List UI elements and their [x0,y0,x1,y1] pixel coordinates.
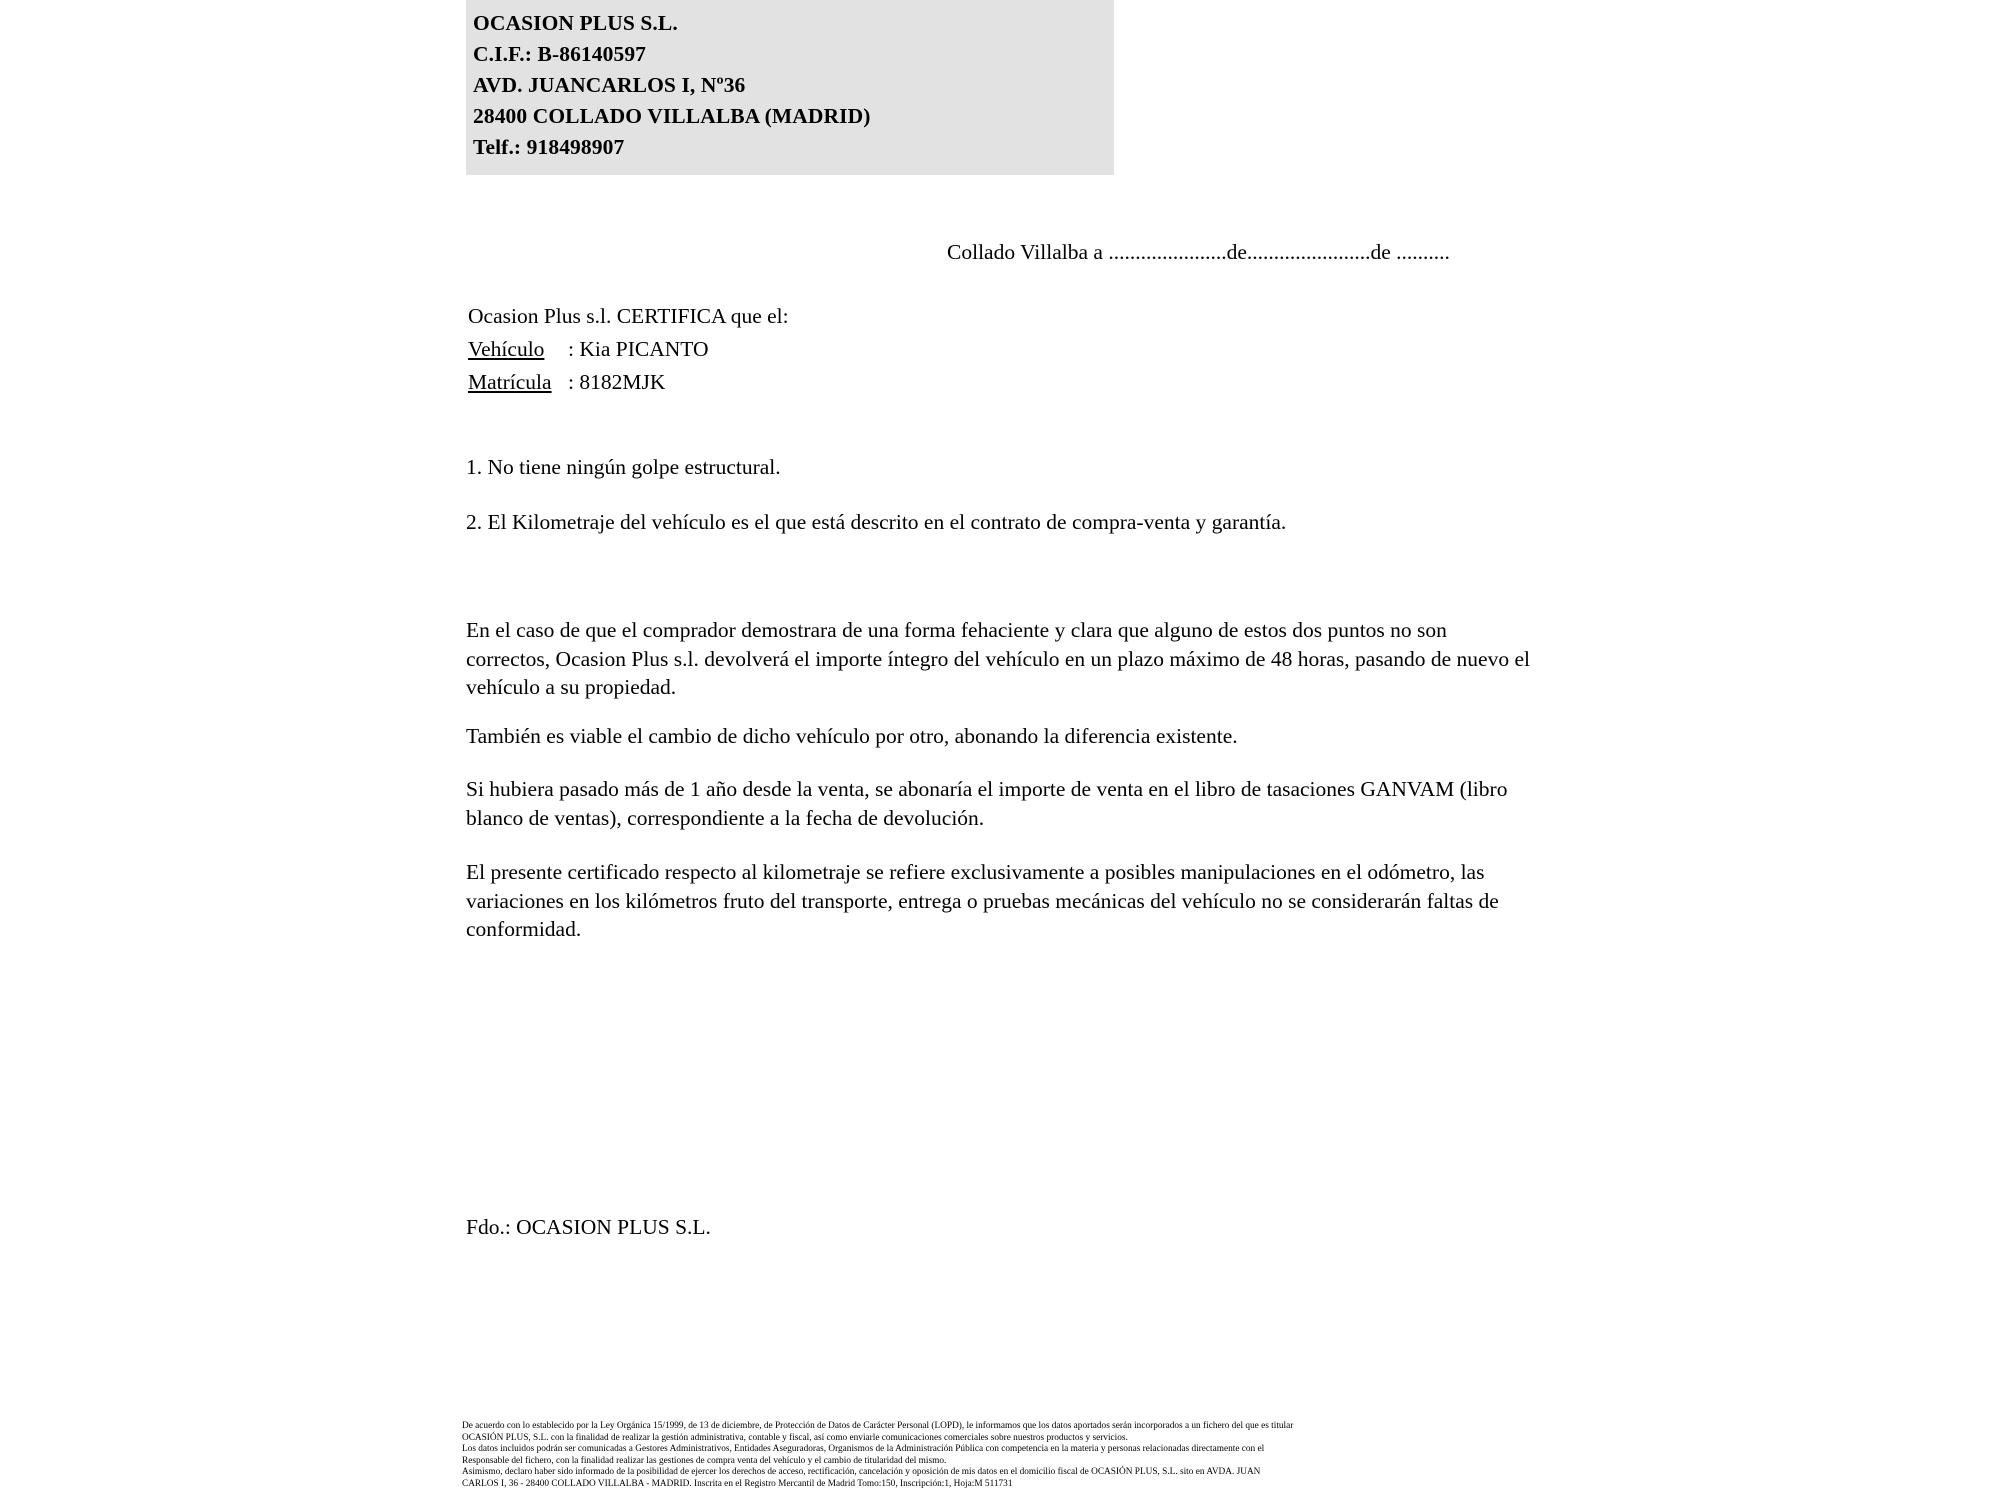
paragraph-refund: En el caso de que el comprador demostrara de una forma fehaciente y clara que alguno de estos dos puntos no son correctos, Ocasion Plus s.l. devolverá el importe íntegro del vehículo en un plazo máximo de 48 horas, pasando de nuevo el vehículo a su propiedad. [466,618,1530,699]
vehicle-row [468,333,789,366]
legal-footer-line-4: Responsable del fichero, con la finalidad realizar las gestiones de compra venta del vehículo y el cambio de titularidad del mismo. [462,1455,947,1466]
legal-footer-line-3: Los datos incluidos podrán ser comunicadas a Gestores Administrativos, Entidades Aseguradoras, Organismos de la Administración Pública con competencia en la materia y personas relacionadas directamente con el [462,1444,1265,1455]
certification-block [468,300,789,399]
point-2: 2. El Kilometraje del vehículo es el que está descrito en el contrato de compra-venta y garantía. [466,510,1287,534]
paragraph-exchange: También es viable el cambio de dicho vehículo por otro, abonando la diferencia existente. [466,724,1238,748]
certification-intro: Ocasion Plus s.l. CERTIFICA que el: [468,304,789,328]
legal-footer [462,1421,1547,1491]
company-cif: C.I.F.: B-86140597 [473,42,647,66]
legal-footer-line-1: De acuerdo con lo establecido por la Ley Orgánica 15/1999, de 13 de diciembre, de Protección de Datos de Carácter Personal (LOPD), le informamos que los datos aportados serán incorporados a un fichero del que es titular [462,1421,1294,1431]
vehicle-label: Vehículo [468,337,545,361]
company-address: AVD. JUANCARLOS I, Nº36 [473,73,746,97]
paragraph-odometer: El presente certificado respecto al kilometraje se refiere exclusivamente a posibles manipulaciones en el odómetro, las variaciones en los kilómetros fruto del transporte, entrega o pruebas mecánicas del vehículo no se considerarán faltas de conformidad. [466,860,1499,941]
plate-label: Matrícula [468,370,552,394]
company-name: OCASION PLUS S.L. [473,11,678,35]
plate-row [468,366,789,399]
company-phone: Telf.: 918498907 [473,135,625,159]
company-city: 28400 COLLADO VILLALBA (MADRID) [473,104,871,128]
dateline: Collado Villalba a ......................de.......................de .......... [947,240,1450,264]
vehicle-value: : Kia PICANTO [568,337,709,361]
legal-footer-line-2: OCASIÓN PLUS, S.L. con la finalidad de realizar la gestión administrativa, contable y fiscal, así como enviarle comunicaciones comerciales sobre nuestros productos y servicios. [462,1432,1128,1443]
legal-footer-line-5: Asimismo, declaro haber sido informado de la posibilidad de ejercer los derechos de acceso, rectificación, cancelación y oposición de mis datos en el domicilio fiscal de OCASIÓN PLUS, S.L. sito en AVDA. JUAN [462,1467,1261,1478]
plate-value: : 8182MJK [568,370,666,394]
legal-footer-line-6: CARLOS I, 36 - 28400 COLLADO VILLALBA - MADRID. Inscrita en el Registro Mercantil de Madrid Tomo:150, Inscripción:1, Hoja:M 511731 [462,1478,1013,1489]
paragraph-ganvam: Si hubiera pasado más de 1 año desde la venta, se abonaría el importe de venta en el libro de tasaciones GANVAM (libro blanco de ventas), correspondiente a la fecha de devolución. [466,777,1508,830]
letterhead-block [466,0,1114,175]
signature-line: Fdo.: OCASION PLUS S.L. [466,1215,711,1239]
point-1: 1. No tiene ningún golpe estructural. [466,455,781,479]
